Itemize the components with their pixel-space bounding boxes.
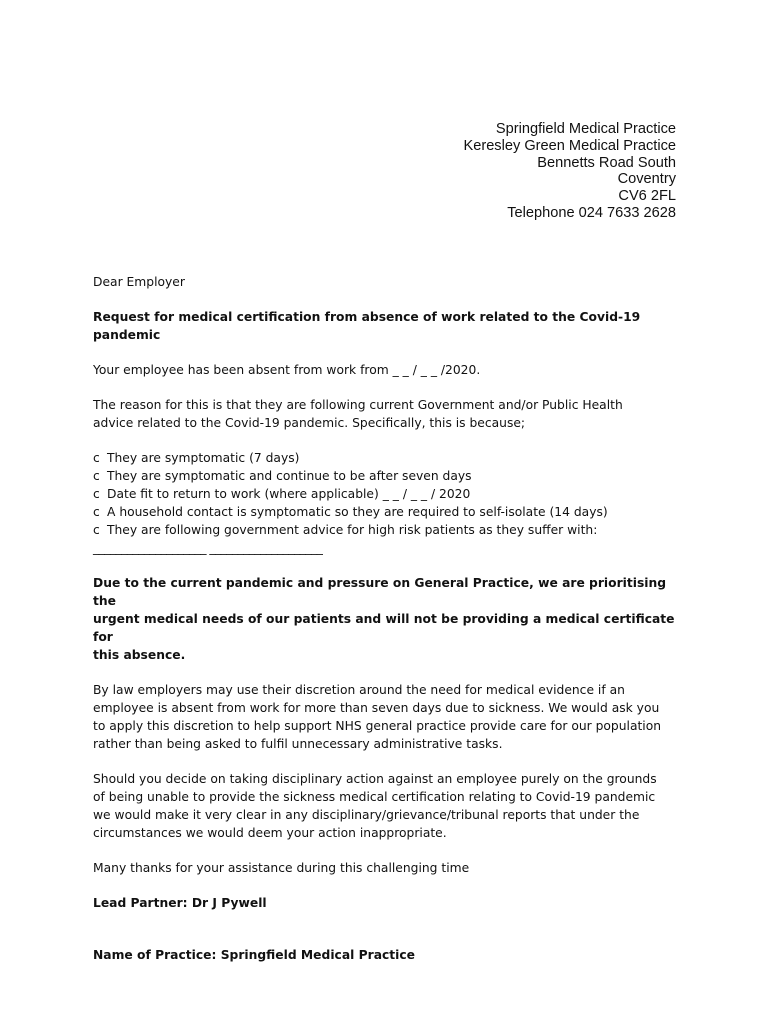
address-line: Springfield Medical Practice (495, 121, 676, 137)
address-line: Coventry (617, 171, 676, 188)
option-return-date[interactable] (93, 485, 693, 503)
salutation: Dear Employer (93, 275, 185, 289)
law-paragraph (93, 681, 693, 753)
checkbox-icon[interactable]: c (93, 469, 100, 483)
text-line: rather than being asked to fulfil unnecessary administrative tasks. (93, 737, 503, 751)
address-line: Keresley Green Medical Practice (463, 137, 676, 154)
address-line: CV6 2FL (618, 188, 676, 205)
option-symptomatic[interactable] (93, 449, 693, 467)
text-line: employee is absent from work for more than seven days due to sickness. We would ask you (93, 701, 660, 715)
address-line: Bennetts Road South (537, 154, 676, 171)
address-line: Telephone 024 7633 2628 (507, 204, 676, 221)
text-line: urgent medical needs of our patients and will not be providing a medical certificate for (93, 612, 675, 644)
text-line: Due to the current pandemic and pressure on General Practice, we are prioritising the (93, 576, 667, 608)
practice-address (463, 121, 676, 222)
reason-options (93, 449, 693, 557)
checkbox-icon[interactable]: c (93, 523, 100, 537)
text-line: advice related to the Covid-19 pandemic. Specifically, this is because; (93, 416, 526, 430)
absence-date-line: Your employee has been absent from work from _ _ / _ _ /2020. (93, 363, 481, 377)
lead-partner: Lead Partner: Dr J Pywell (93, 896, 267, 910)
option-household-contact[interactable] (93, 503, 693, 521)
option-label: They are symptomatic and continue to be after seven days (107, 469, 472, 483)
text-line: circumstances we would deem your action inappropriate. (93, 826, 447, 840)
option-continuing-symptoms[interactable] (93, 467, 693, 485)
checkbox-icon[interactable]: c (93, 451, 100, 465)
letter-body (93, 273, 693, 964)
reason-paragraph (93, 396, 693, 432)
option-label: A household contact is symptomatic so they are required to self-isolate (14 days) (107, 505, 608, 519)
text-line: of being unable to provide the sickness medical certification relating to Covid-19 pandemic (93, 790, 656, 804)
text-line: By law employers may use their discretion around the need for medical evidence if an (93, 683, 625, 697)
text-line: The reason for this is that they are following current Government and/or Public Health (93, 398, 623, 412)
subject-line: Request for medical certification from absence of work related to the Covid-19 pandemic (93, 310, 641, 342)
checkbox-icon[interactable]: c (93, 487, 100, 501)
practice-name: Name of Practice: Springfield Medical Practice (93, 948, 416, 962)
text-line: Should you decide on taking disciplinary action against an employee purely on the grounds (93, 772, 657, 786)
option-high-risk[interactable] (93, 521, 693, 539)
option-label: Date fit to return to work (where applicable) _ _ / _ _ / 2020 (107, 487, 471, 501)
disciplinary-paragraph (93, 770, 693, 842)
closing-thanks: Many thanks for your assistance during this challenging time (93, 861, 470, 875)
notice-paragraph (93, 574, 693, 664)
checkbox-icon[interactable]: c (93, 505, 100, 519)
text-line: we would make it very clear in any disciplinary/grievance/tribunal reports that under the (93, 808, 640, 822)
option-label: They are following government advice for high risk patients as they suffer with: (107, 523, 598, 537)
text-line: this absence. (93, 648, 186, 662)
condition-blank-line[interactable]: ____________________ ____________________ (93, 541, 323, 555)
text-line: to apply this discretion to help support NHS general practice provide care for our population (93, 719, 662, 733)
option-label: They are symptomatic (7 days) (107, 451, 300, 465)
